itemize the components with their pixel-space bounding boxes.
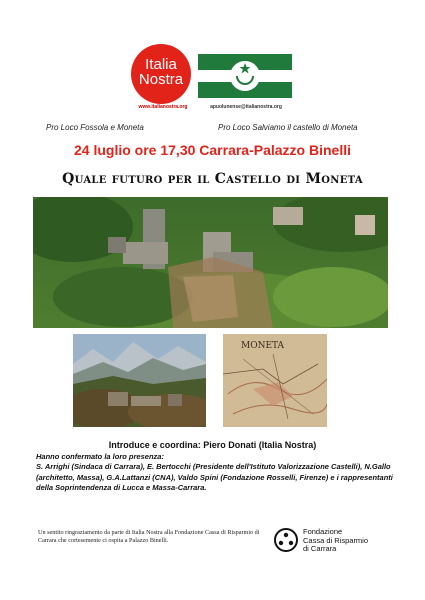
italia-nostra-url: www.italianostra.org bbox=[138, 104, 188, 110]
proloco-right: Pro Loco Salviamo il castello di Moneta bbox=[218, 123, 358, 132]
map-label: MONETA bbox=[241, 341, 285, 351]
logo-line1: Italia bbox=[145, 56, 177, 73]
fcr-line2: Cassa di Risparmio bbox=[303, 535, 369, 545]
thanks-note: Un sentito ringraziamento da parte di Italia Nostra alla Fondazione Cassa di Risparmio di Carrara che cortesemente ci ospita a Palazzo Binelli. bbox=[38, 529, 260, 544]
historic-map bbox=[223, 334, 327, 427]
fcr-line3: di Carrara bbox=[303, 544, 337, 553]
fcr-name bbox=[303, 528, 368, 554]
intro-coordinator: Introduce e coordina: Piero Donati (Italia Nostra) bbox=[108, 440, 317, 450]
castle-mountains-photo bbox=[73, 334, 206, 427]
apuolunense-email: apuolunense@italianostra.org bbox=[210, 104, 282, 110]
apuolunense-logo bbox=[198, 54, 292, 98]
italia-nostra-logo bbox=[131, 44, 191, 104]
event-date-line: 24 luglio ore 17,30 Carrara-Palazzo Binelli bbox=[74, 142, 351, 158]
main-title: Quale futuro per il Castello di Moneta bbox=[62, 171, 363, 187]
fcr-line1: Fondazione bbox=[303, 527, 343, 536]
fcr-emblem-icon bbox=[274, 528, 298, 552]
logo-line2: Nostra bbox=[138, 71, 184, 88]
castle-aerial-photo bbox=[33, 197, 388, 328]
confirmed-label: Hanno confermato la loro presenza: bbox=[36, 452, 164, 461]
proloco-left: Pro Loco Fossola e Moneta bbox=[46, 123, 144, 132]
participants-list: S. Arrighi (Sindaca di Carrara), E. Bertocchi (Presidente dell'Istituto Valorizzazione Castelli), N.Gallo (architetto, Massa), G.A.Lattanzi (CNA), Valdo Spini (Fondazione Rosselli, Firenze) e i rappresentanti della Soprintendenza di Lucca e Massa-Carrara. bbox=[36, 462, 393, 492]
